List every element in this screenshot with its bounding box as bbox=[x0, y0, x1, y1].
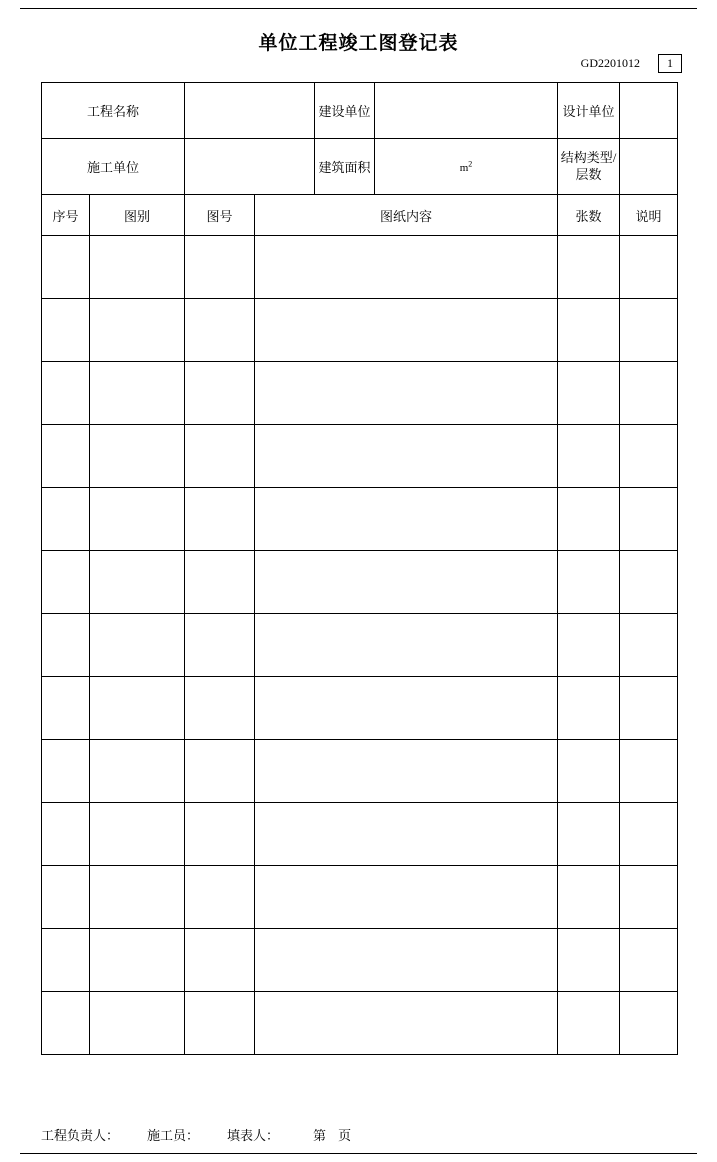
footer-label-responsible: 工程负责人： bbox=[41, 1128, 120, 1143]
table-row bbox=[42, 551, 678, 614]
table-row bbox=[42, 992, 678, 1055]
table-row bbox=[42, 803, 678, 866]
field-label-project-name: 工程名称 bbox=[42, 83, 185, 139]
footer-page-suffix: 页 bbox=[338, 1128, 352, 1143]
cell-seq[interactable] bbox=[42, 803, 90, 866]
table-row bbox=[42, 362, 678, 425]
cell-seq[interactable] bbox=[42, 425, 90, 488]
cell-sheet-count[interactable] bbox=[558, 236, 620, 299]
area-unit-label: $m^2$ bbox=[459, 158, 473, 174]
cell-drawing-number[interactable] bbox=[185, 929, 255, 992]
footer-label-constructor: 施工员： bbox=[147, 1128, 200, 1143]
field-value-floor-area[interactable] bbox=[375, 139, 558, 195]
column-header-drawing-number: 图号 bbox=[185, 195, 255, 236]
cell-drawing-content[interactable] bbox=[255, 425, 558, 488]
cell-drawing-category[interactable] bbox=[90, 299, 185, 362]
cell-drawing-content[interactable] bbox=[255, 236, 558, 299]
cell-drawing-category[interactable] bbox=[90, 551, 185, 614]
cell-drawing-category[interactable] bbox=[90, 992, 185, 1055]
cell-drawing-category[interactable] bbox=[90, 803, 185, 866]
cell-sheet-count[interactable] bbox=[558, 929, 620, 992]
column-header-seq: 序号 bbox=[42, 195, 90, 236]
cell-remark[interactable] bbox=[620, 740, 678, 803]
cell-drawing-category[interactable] bbox=[90, 425, 185, 488]
cell-drawing-number[interactable] bbox=[185, 740, 255, 803]
cell-drawing-number[interactable] bbox=[185, 992, 255, 1055]
field-value-structure-type[interactable] bbox=[620, 139, 678, 195]
cell-sheet-count[interactable] bbox=[558, 866, 620, 929]
cell-sheet-count[interactable] bbox=[558, 362, 620, 425]
cell-drawing-number[interactable] bbox=[185, 677, 255, 740]
structure-type-line-2: 层数 bbox=[575, 166, 602, 182]
cell-drawing-category[interactable] bbox=[90, 929, 185, 992]
cell-drawing-number[interactable] bbox=[185, 866, 255, 929]
cell-sheet-count[interactable] bbox=[558, 299, 620, 362]
cell-sheet-count[interactable] bbox=[558, 740, 620, 803]
cell-sheet-count[interactable] bbox=[558, 614, 620, 677]
cell-drawing-number[interactable] bbox=[185, 362, 255, 425]
cell-drawing-category[interactable] bbox=[90, 614, 185, 677]
structure-type-line-1: 结构类型/ bbox=[560, 150, 617, 166]
cell-drawing-content[interactable] bbox=[255, 803, 558, 866]
cell-drawing-number[interactable] bbox=[185, 614, 255, 677]
cell-seq[interactable] bbox=[42, 866, 90, 929]
cell-remark[interactable] bbox=[620, 929, 678, 992]
cell-remark[interactable] bbox=[620, 677, 678, 740]
form-code: GD2201012 bbox=[580, 56, 640, 70]
field-value-construction-unit[interactable] bbox=[375, 83, 558, 139]
table-row bbox=[42, 236, 678, 299]
cell-drawing-content[interactable] bbox=[255, 614, 558, 677]
header-row-1 bbox=[42, 83, 678, 139]
field-label-contractor: 施工单位 bbox=[42, 139, 185, 195]
cell-drawing-category[interactable] bbox=[90, 677, 185, 740]
page-top-rule bbox=[20, 8, 697, 9]
field-value-design-unit[interactable] bbox=[620, 83, 678, 139]
cell-drawing-content[interactable] bbox=[255, 299, 558, 362]
cell-drawing-category[interactable] bbox=[90, 362, 185, 425]
field-label-design-unit: 设计单位 bbox=[558, 83, 620, 139]
page-bottom-rule bbox=[20, 1153, 697, 1154]
table-row bbox=[42, 488, 678, 551]
cell-remark[interactable] bbox=[620, 362, 678, 425]
cell-drawing-number[interactable] bbox=[185, 236, 255, 299]
cell-drawing-number[interactable] bbox=[185, 551, 255, 614]
cell-seq[interactable] bbox=[42, 551, 90, 614]
table-row bbox=[42, 677, 678, 740]
cell-seq[interactable] bbox=[42, 677, 90, 740]
cell-sheet-count[interactable] bbox=[558, 425, 620, 488]
cell-seq[interactable] bbox=[42, 362, 90, 425]
cell-seq[interactable] bbox=[42, 488, 90, 551]
column-header-drawing-content: 图纸内容 bbox=[255, 195, 558, 236]
cell-remark[interactable] bbox=[620, 551, 678, 614]
page-title: 单位工程竣工图登记表 bbox=[258, 33, 459, 54]
header-row-2 bbox=[42, 139, 678, 195]
cell-remark[interactable] bbox=[620, 236, 678, 299]
footer-label-filler: 填表人： bbox=[227, 1128, 280, 1143]
cell-seq[interactable] bbox=[42, 299, 90, 362]
cell-drawing-content[interactable] bbox=[255, 992, 558, 1055]
table-row bbox=[42, 866, 678, 929]
field-label-construction-unit: 建设单位 bbox=[315, 83, 375, 139]
cell-drawing-content[interactable] bbox=[255, 740, 558, 803]
cell-drawing-content[interactable] bbox=[255, 929, 558, 992]
cell-remark[interactable] bbox=[620, 803, 678, 866]
cell-drawing-content[interactable] bbox=[255, 362, 558, 425]
cell-drawing-content[interactable] bbox=[255, 677, 558, 740]
cell-sheet-count[interactable] bbox=[558, 488, 620, 551]
table-row bbox=[42, 299, 678, 362]
field-value-project-name[interactable] bbox=[185, 83, 315, 139]
field-label-structure-type bbox=[558, 139, 620, 195]
cell-drawing-category[interactable] bbox=[90, 866, 185, 929]
table-row bbox=[42, 425, 678, 488]
cell-sheet-count[interactable] bbox=[558, 803, 620, 866]
cell-remark[interactable] bbox=[620, 425, 678, 488]
registration-table bbox=[41, 82, 678, 1055]
cell-sheet-count[interactable] bbox=[558, 677, 620, 740]
cell-drawing-category[interactable] bbox=[90, 488, 185, 551]
column-header-remark: 说明 bbox=[620, 195, 678, 236]
footer-signature-row bbox=[41, 1125, 677, 1144]
cell-drawing-category[interactable] bbox=[90, 236, 185, 299]
cell-drawing-number[interactable] bbox=[185, 803, 255, 866]
cell-drawing-content[interactable] bbox=[255, 866, 558, 929]
field-label-floor-area: 建筑面积 bbox=[315, 139, 375, 195]
column-header-row bbox=[42, 195, 678, 236]
cell-seq[interactable] bbox=[42, 992, 90, 1055]
table-row bbox=[42, 929, 678, 992]
cell-drawing-category[interactable] bbox=[90, 740, 185, 803]
footer-page-prefix: 第 bbox=[313, 1128, 327, 1143]
cell-seq[interactable] bbox=[42, 236, 90, 299]
cell-drawing-number[interactable] bbox=[185, 425, 255, 488]
cell-sheet-count[interactable] bbox=[558, 992, 620, 1055]
cell-drawing-content[interactable] bbox=[255, 488, 558, 551]
cell-sheet-count[interactable] bbox=[558, 551, 620, 614]
cell-remark[interactable] bbox=[620, 992, 678, 1055]
table-row bbox=[42, 614, 678, 677]
column-header-drawing-category: 图别 bbox=[90, 195, 185, 236]
cell-seq[interactable] bbox=[42, 929, 90, 992]
cell-drawing-content[interactable] bbox=[255, 551, 558, 614]
cell-seq[interactable] bbox=[42, 740, 90, 803]
cell-remark[interactable] bbox=[620, 866, 678, 929]
cell-remark[interactable] bbox=[620, 614, 678, 677]
form-code-row bbox=[581, 54, 682, 73]
cell-drawing-number[interactable] bbox=[185, 299, 255, 362]
field-value-contractor[interactable] bbox=[185, 139, 315, 195]
cell-drawing-number[interactable] bbox=[185, 488, 255, 551]
table-row bbox=[42, 740, 678, 803]
cell-remark[interactable] bbox=[620, 299, 678, 362]
page-number-box[interactable]: 1 bbox=[658, 54, 682, 73]
column-header-sheet-count: 张数 bbox=[558, 195, 620, 236]
cell-remark[interactable] bbox=[620, 488, 678, 551]
cell-seq[interactable] bbox=[42, 614, 90, 677]
